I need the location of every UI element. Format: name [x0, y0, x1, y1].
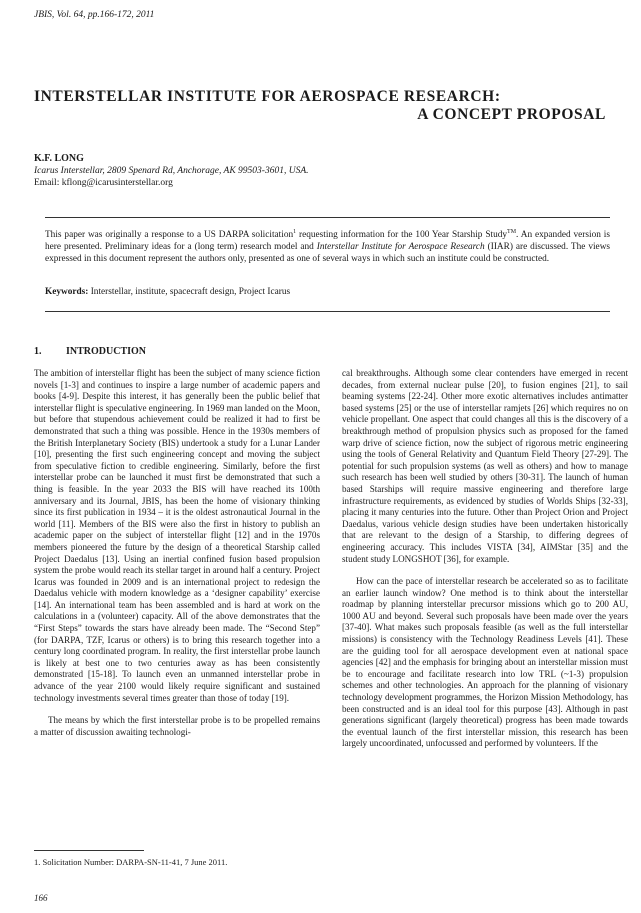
- section-heading: [34, 346, 146, 357]
- journal-citation: JBIS, Vol. 64, pp.166-172, 2011: [34, 10, 155, 20]
- right-column: [342, 368, 628, 750]
- abstract-text: This paper was originally a response to a US DARPA solicitation: [45, 230, 294, 240]
- paragraph: cal breakthroughs. Although some clear contenders have emerged in recent decades, from external nuclear pulse [20], to fusion engines [21], to sail beaming systems [22-24]. Other more exotic alternatives includes antimatter based systems [25] or the use of interstellar ramjets [26] which requires no on vehicle propellant. One aspect that could changes all this is the discovery of a breakthrough method of propulsion physics such as proposed for the famed warp drive of science fiction, now the subject of rigorous metric engineering using the tools of General Relativity and Quantum Field Theory [27-29]. The potential for such propulsion systems (as well as others) and how to manage such research has been well studied by others [30-31]. The launch of human based Starships will require massive engineering and therefore large infrastructure requirements, as evidenced by studies of Worlds Ships [32-33], placing it many centuries into the future. Other than Project Orion and Project Daedalus, various vehicle design studies have been undertaken historically that are relevant to the design of a Starship, to differing degrees of engineering accuracy. This includes VISTA [34], AIMStar [35] and the student study LONGSHOT [36], for example.: [342, 368, 628, 564]
- paper-title: [34, 88, 606, 124]
- abstract-text: (IIAR) are discussed. The views expressed in this document represent the authors only, presented as one of several ways in which such an institute could be constructed.: [45, 242, 611, 265]
- title-line-2: A CONCEPT PROPOSAL: [417, 106, 606, 123]
- section-title: INTRODUCTION: [66, 346, 147, 357]
- section-number: 1.: [34, 346, 42, 357]
- author-affiliation: Icarus Interstellar, 2809 Spenard Rd, Anchorage, AK 99503-3601, USA.: [34, 166, 309, 176]
- paragraph: The means by which the first interstellar probe is to be propelled remains a matter of discussion awaiting technologi-: [34, 715, 320, 737]
- abstract: [45, 229, 610, 266]
- page-number: 166: [34, 893, 48, 903]
- footnote-marker: 1: [293, 228, 297, 235]
- keywords-label: Keywords:: [45, 287, 89, 297]
- trademark-marker: TM: [507, 228, 517, 235]
- paragraph: The ambition of interstellar flight has been the subject of many science fiction novels [1-3] and continues to inspire a large number of academic papers and books [4-9]. Despite this interest, it has generally been the public belief that interstellar flight is speculative engineering. In 1969 man landed on the Moon, but before that stupendous achievement could be realized it had to first be demonstrated that such a thing was possible. Hence in the 1930s members of the British Interplanetary Society (BIS) undertook a study for a Lunar Lander [10], presenting the first such engineering concept and moving the subject from speculative fiction to credible engineering. Similarly, before the first interstellar probe can be launched it must first be demonstrated that such a thing is feasible. In the year 2033 the BIS will have reached its 100th anniversary and its Journal, JBIS, has been the home of visionary thinking since its first publication in 1934 – it is the oldest astronautical Journal in the world [11]. Members of the BIS were also the first in history to publish an academic paper on the subject of interstellar flight [12] and in the 1970s members pioneered the future by the design of a theoretical Starship called Project Daedalus [13]. Using an inertial confined fusion based propulsion system the probe would reach its stellar target in around half a century. Project Icarus was founded in 2009 and is an international project to redesign the Daedalus vehicle with modern knowledge as a ‘designer capability’ exercise [14]. An international team has been assembled and is hard at work on the calculations in a (volunteer) capacity. All of the above demonstrates that the “First Steps” towards the stars have already been made. The “Second Step” (for DARPA, TZF, Icarus or others) is to bring this research together into a century long coordinated program. In reality, the first interstellar probe launch is likely at best one to two centuries away as has been consistently demonstrated [15-18]. To launch even an unmanned interstellar probe in advance of the year 2100 would likely require significant and sustained technology investments several times greater than those of today [19].: [34, 368, 320, 703]
- abstract-italic-text: Interstellar Institute for Aerospace Research: [316, 242, 485, 253]
- left-column: [34, 368, 320, 738]
- author-email: Email: kflong@icarusinterstellar.org: [34, 178, 173, 188]
- abstract-bottom-rule: [45, 311, 610, 312]
- title-line-1: INTERSTELLAR INSTITUTE FOR AEROSPACE RESEARCH:: [34, 88, 501, 105]
- footnote: 1. Solicitation Number: DARPA-SN-11-41, 7 June 2011.: [34, 857, 228, 867]
- keywords: [45, 287, 610, 297]
- abstract-top-rule: [45, 217, 610, 218]
- abstract-text: requesting information for the 100 Year Starship Study: [296, 230, 508, 240]
- author-name: K.F. LONG: [34, 153, 84, 164]
- keywords-text: Interstellar, institute, spacecraft design, Project Icarus: [88, 287, 291, 297]
- abstract-text: . An expanded version is here presented. Preliminary ideas for a (long term) research model and: [45, 230, 610, 253]
- footnote-rule: [34, 850, 144, 851]
- paragraph: How can the pace of interstellar research be accelerated so as to facilitate an earlier launch window? One method is to think about the interstellar roadmap by planning interstellar precursor missions which go to 200 AU, 1000 AU and beyond. Several such proposals have been made over the years [37-40]. What makes such proposals feasible (as well as the full interstellar missions) is consistency with the Technology Readiness Levels [41]. These are the guiding tool for all aerospace development even at national space agencies [42] and the emphasis for bringing about an interstellar mission must be to encourage and facilitate research into low TRL (~1-3) propulsion schemes and other technologies. An approach for the planning of visionary technology development programmes, the Horizon Mission Methodology, has been constructed and is an ideal tool for this purpose [43]. Although in past generations significant (largely theoretical) progress has been made towards the eventual launch of the first interstellar mission, this research has been largely uncoordinated, unfocussed and performed by volunteers. If the: [342, 576, 628, 749]
